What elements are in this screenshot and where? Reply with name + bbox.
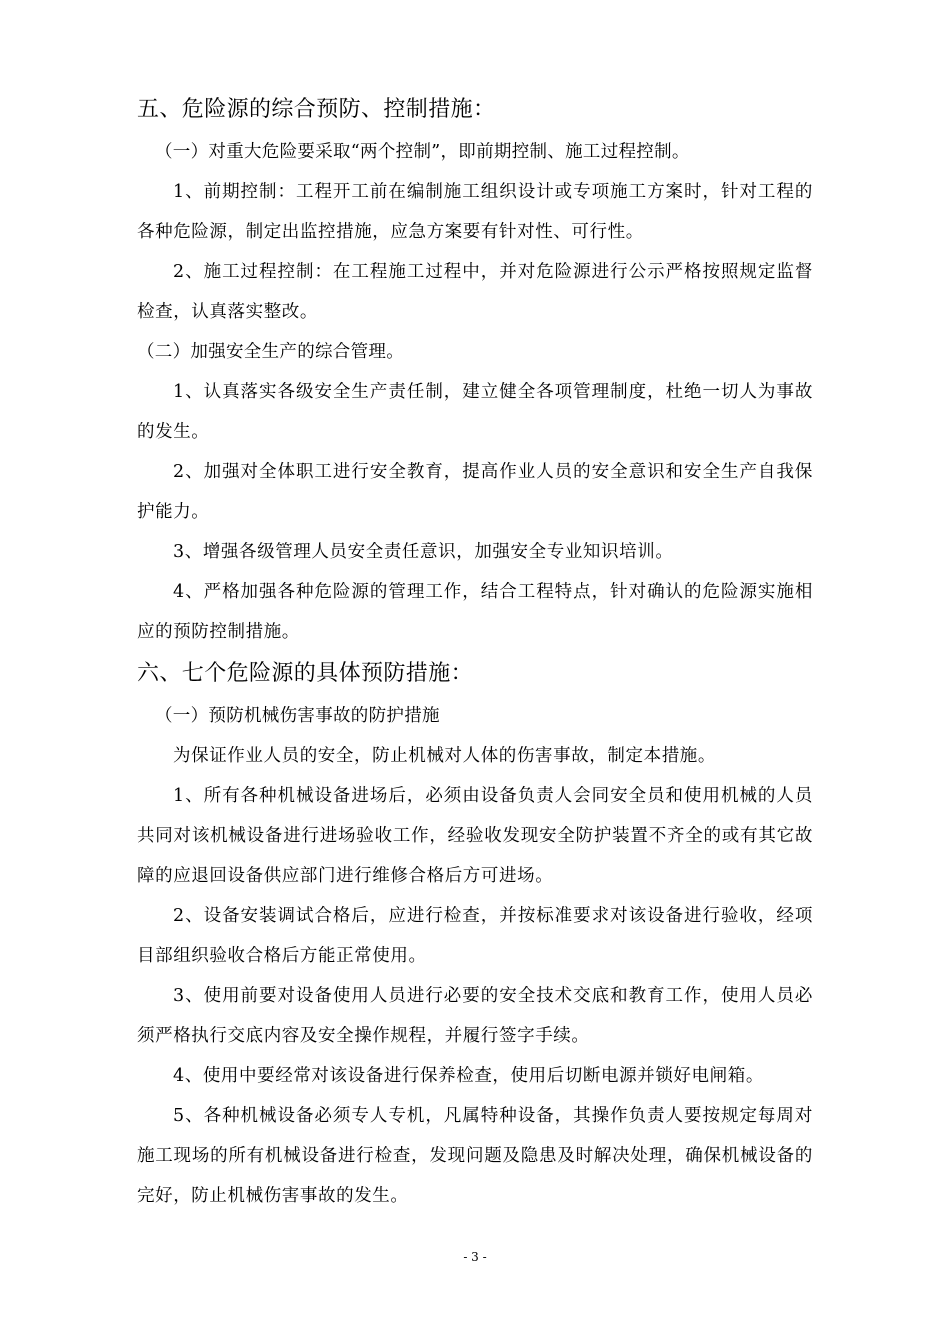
section-5-paragraph-2: 2、施工过程控制：在工程施工过程中，并对危险源进行公示严格按照规定监督检查，认真落实整改。 [137,262,813,322]
section-6-subheading-1: （一）预防机械伤害事故的防护措施 [155,706,440,726]
section-6-paragraph-2: 2、设备安装调试合格后，应进行检查，并按标准要求对该设备进行验收，经项目部组织验收合格后方能正常使用。 [137,906,813,966]
section-6-paragraph-4: 4、使用中要经常对该设备进行保养检查，使用后切断电源并锁好电闸箱。 [173,1066,764,1086]
section-5-paragraph-3: 1、认真落实各级安全生产责任制，建立健全各项管理制度，杜绝一切人为事故的发生。 [137,382,813,442]
section-5-heading: 五、危险源的综合预防、控制措施： [137,97,496,122]
section-6-intro: 为保证作业人员的安全，防止机械对人体的伤害事故，制定本措施。 [173,746,716,766]
section-6-paragraph-5: 5、各种机械设备必须专人专机，凡属特种设备，其操作负责人要按规定每周对施工现场的所有机械设备进行检查，发现问题及隐患及时解决处理，确保机械设备的完好，防止机械伤害事故的发生。 [137,1106,813,1206]
section-5-subheading-1: （一）对重大危险要采取“两个控制”，即前期控制、施工过程控制。 [155,142,690,162]
page-number: - 3 - [463,1250,487,1264]
section-6-paragraph-1: 1、所有各种机械设备进场后，必须由设备负责人会同安全员和使用机械的人员共同对该机械设备进行进场验收工作，经验收发现安全防护装置不齐全的或有其它故障的应退回设备供应部门进行维修合格后方可进场。 [137,786,813,886]
section-6-paragraph-3: 3、使用前要对设备使用人员进行必要的安全技术交底和教育工作，使用人员必须严格执行交底内容及安全操作规程，并履行签字手续。 [137,986,813,1046]
section-5-paragraph-5: 3、增强各级管理人员安全责任意识，加强安全专业知识培训。 [173,542,674,562]
section-5-paragraph-4: 2、加强对全体职工进行安全教育，提高作业人员的安全意识和安全生产自我保护能力。 [137,462,813,522]
section-5-subheading-2: （二）加强安全生产的综合管理。 [137,342,404,362]
section-6-heading: 六、七个危险源的具体预防措施： [137,661,474,686]
document-body [137,88,813,1216]
section-5-paragraph-6: 4、严格加强各种危险源的管理工作，结合工程特点，针对确认的危险源实施相应的预防控制措施。 [137,582,813,642]
section-5-paragraph-1: 1、前期控制：工程开工前在编制施工组织设计或专项施工方案时，针对工程的各种危险源，制定出监控措施，应急方案要有针对性、可行性。 [137,182,813,242]
